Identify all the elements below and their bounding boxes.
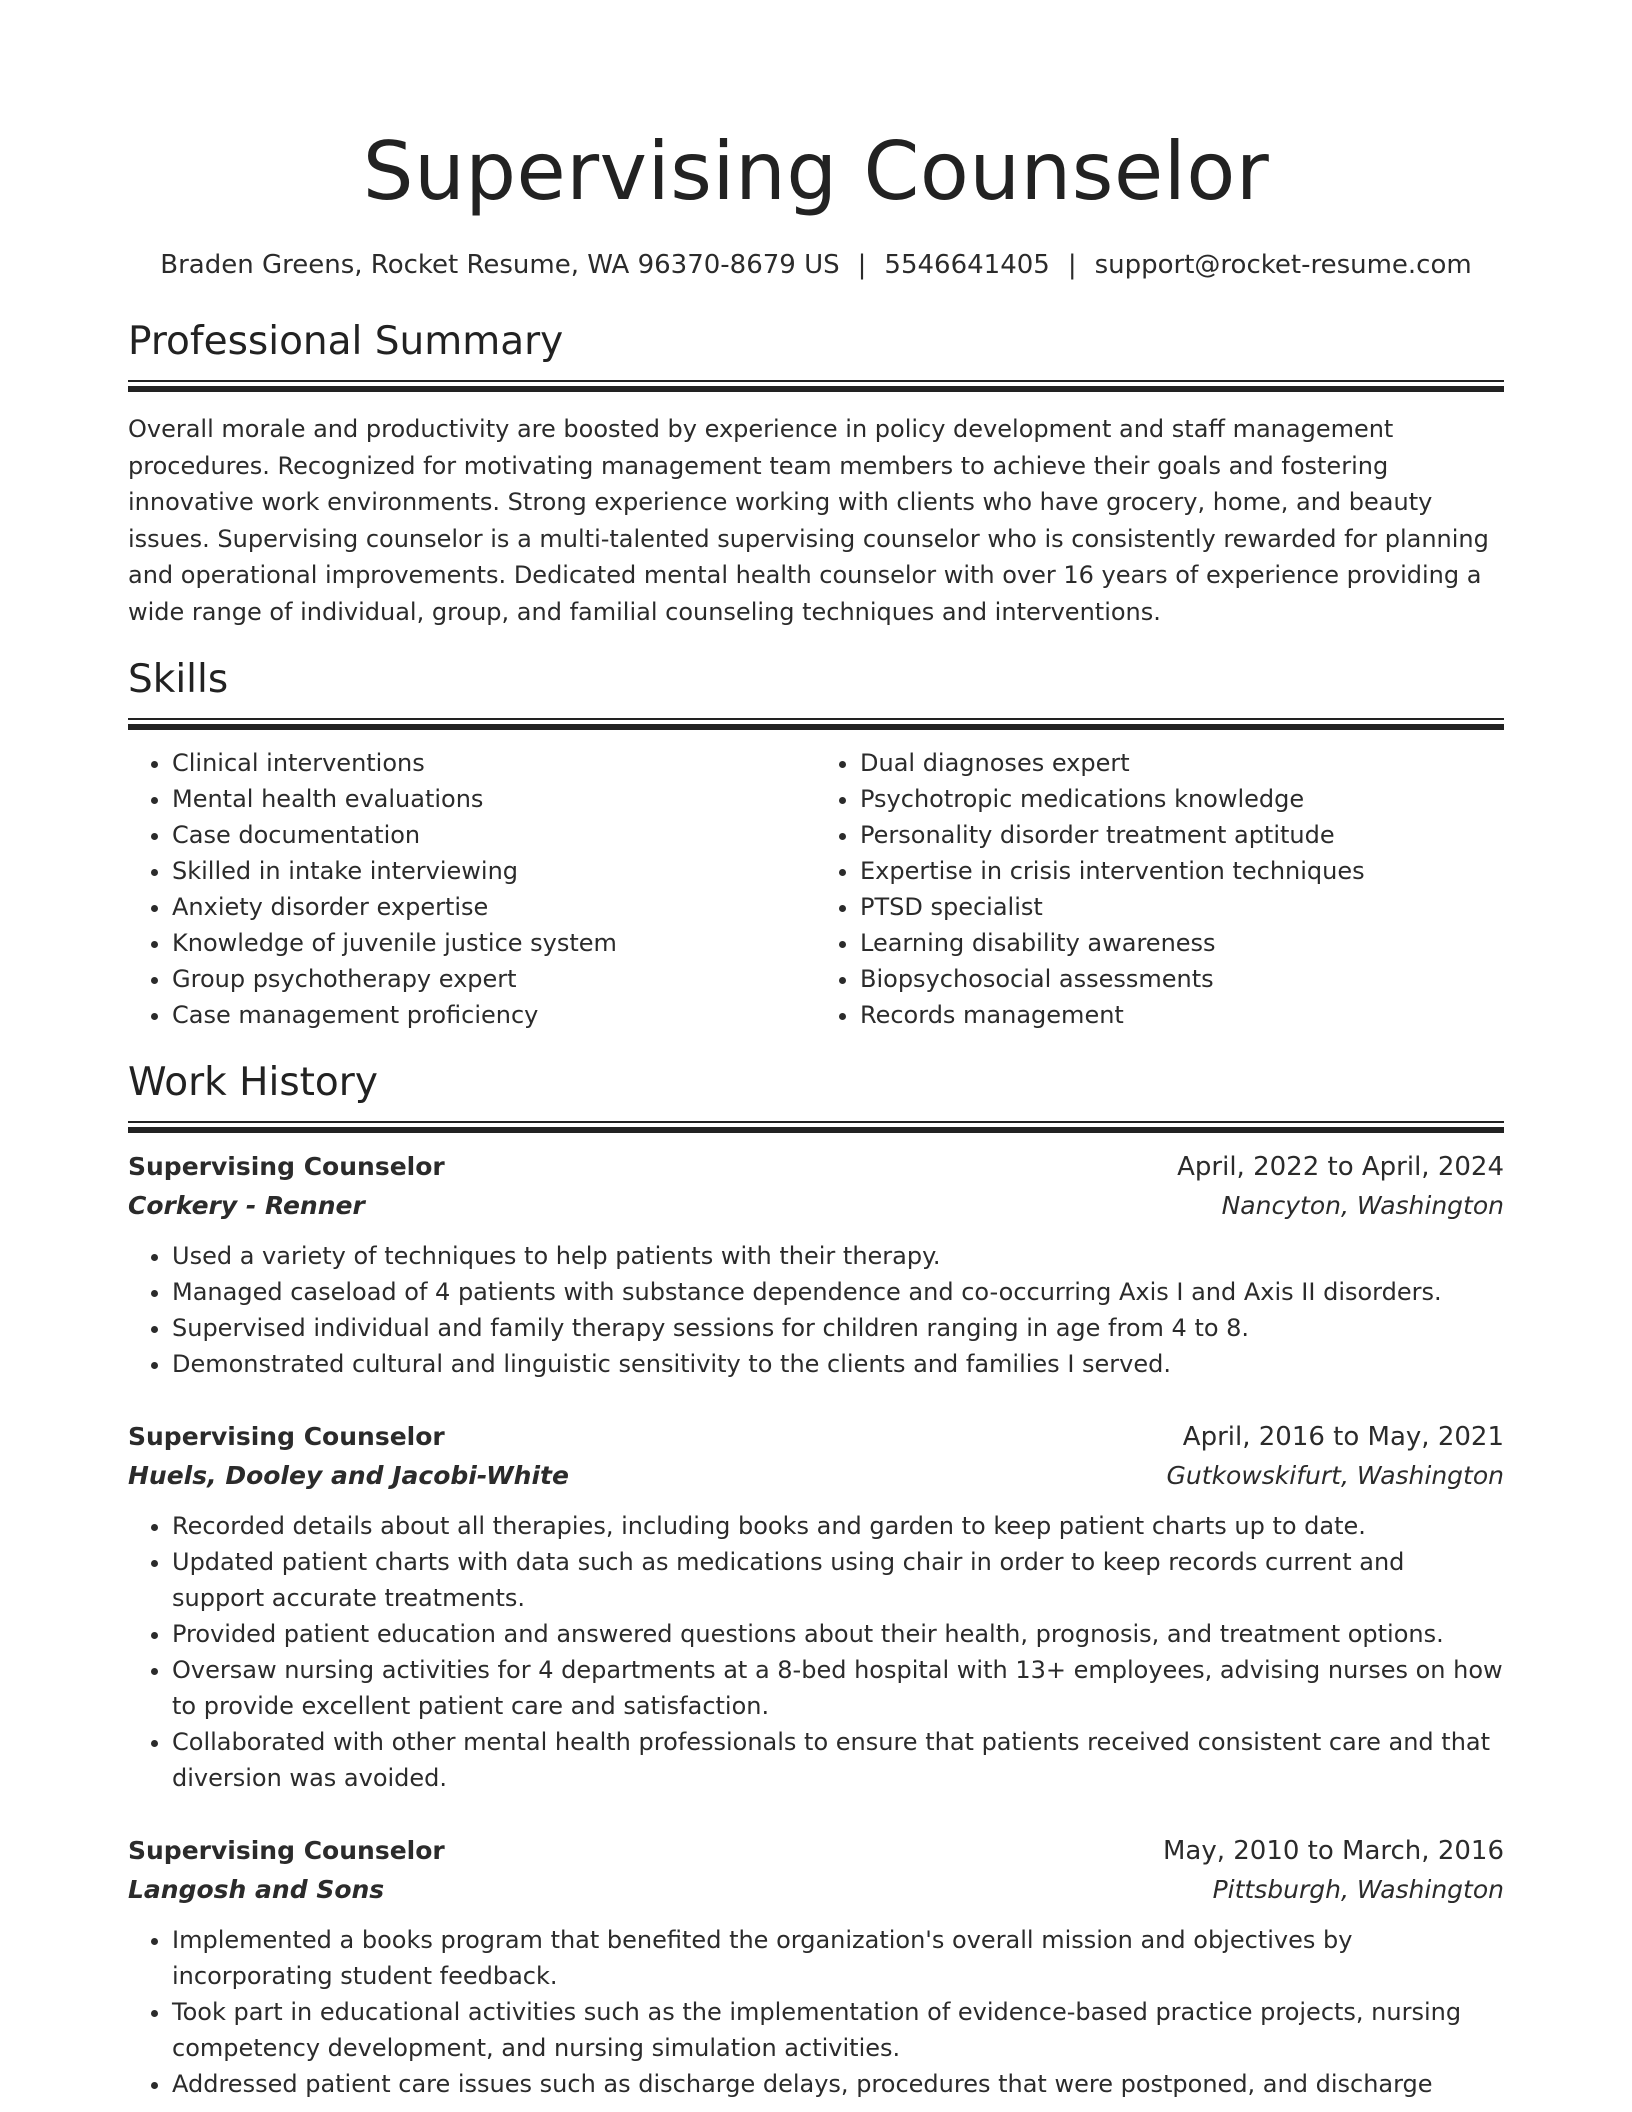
job-bullet: • Oversaw nursing activities for 4 departments at a 8-bed hospital with 13+ employees, advising nurses on how to provide excellent patient care and satisfaction. [172, 1652, 1504, 1724]
skills-columns [128, 745, 1504, 1033]
job-dates: April, 2016 to May, 2021 [1182, 1422, 1504, 1452]
job-location: Pittsburgh, Washington [1212, 1875, 1504, 1904]
skill-item: • Anxiety disorder expertise [172, 889, 816, 925]
skill-item: • PTSD specialist [860, 889, 1504, 925]
section-heading-skills: Skills [128, 657, 229, 702]
job-bullet: • Used a variety of techniques to help patients with their therapy. [172, 1238, 1504, 1274]
section-divider [128, 380, 1504, 393]
contact-separator: | [857, 250, 867, 280]
skill-item: • Personality disorder treatment aptitude [860, 817, 1504, 853]
job-company: Corkery - Renner [128, 1191, 365, 1220]
skill-item: • Psychotropic medications knowledge [860, 781, 1504, 817]
job-entry [128, 1832, 1504, 2102]
job-company: Huels, Dooley and Jacobi-White [128, 1461, 569, 1490]
skill-item: • Learning disability awareness [860, 925, 1504, 961]
job-bullet: • Supervised individual and family therapy sessions for children ranging in age from 4 to 8. [172, 1310, 1504, 1346]
job-entry [128, 1148, 1504, 1382]
contact-address: Braden Greens, Rocket Resume, WA 96370-8679 US [160, 250, 840, 280]
skill-item: • Records management [860, 997, 1504, 1033]
skill-item: • Dual diagnoses expert [860, 745, 1504, 781]
skill-item: • Case documentation [172, 817, 816, 853]
skills-list-right [816, 745, 1504, 1033]
job-bullet: • Demonstrated cultural and linguistic sensitivity to the clients and families I served. [172, 1346, 1504, 1382]
job-location: Gutkowskifurt, Washington [1166, 1461, 1504, 1490]
contact-phone: 5546641405 [884, 250, 1050, 280]
skills-list-left [128, 745, 816, 1033]
skill-item: • Skilled in intake interviewing [172, 853, 816, 889]
job-location: Nancyton, Washington [1221, 1191, 1504, 1220]
contact-line [128, 248, 1504, 282]
skill-item: • Expertise in crisis intervention techniques [860, 853, 1504, 889]
skills-section [128, 656, 1504, 1033]
section-heading-work-history: Work History [128, 1060, 378, 1105]
work-history-section [128, 1059, 1504, 2102]
job-entry [128, 1418, 1504, 1796]
job-bullet: • Addressed patient care issues such as discharge delays, procedures that were postponed, and discharge [172, 2066, 1504, 2102]
section-divider [128, 718, 1504, 731]
job-bullet: • Took part in educational activities such as the implementation of evidence-based practice projects, nursing competency development, and nursing simulation activities. [172, 1994, 1504, 2066]
skill-item: • Case management proficiency [172, 997, 816, 1033]
job-bullets [128, 1922, 1504, 2102]
skill-item: • Group psychotherapy expert [172, 961, 816, 997]
job-bullet: • Managed caseload of 4 patients with substance dependence and co-occurring Axis I and Axis II disorders. [172, 1274, 1504, 1310]
skill-item: • Clinical interventions [172, 745, 816, 781]
job-bullet: • Recorded details about all therapies, including books and garden to keep patient charts up to date. [172, 1508, 1504, 1544]
skill-item: • Knowledge of juvenile justice system [172, 925, 816, 961]
job-bullet: • Updated patient charts with data such as medications using chair in order to keep records current and support accurate treatments. [172, 1544, 1504, 1616]
contact-separator: | [1067, 250, 1077, 280]
contact-email[interactable]: support@rocket-resume.com [1094, 250, 1472, 280]
job-bullet: • Collaborated with other mental health professionals to ensure that patients received consistent care and that diversion was avoided. [172, 1724, 1504, 1796]
job-bullet: • Provided patient education and answered questions about their health, prognosis, and treatment options. [172, 1616, 1504, 1652]
section-divider [128, 1121, 1504, 1134]
job-bullet: • Implemented a books program that benefited the organization's overall mission and objectives by incorporating student feedback. [172, 1922, 1504, 1994]
skill-item: • Mental health evaluations [172, 781, 816, 817]
job-title: Supervising Counselor [128, 1422, 445, 1451]
job-dates: April, 2022 to April, 2024 [1177, 1152, 1504, 1182]
job-title: Supervising Counselor [128, 1836, 445, 1865]
resume-title: Supervising Counselor [362, 125, 1270, 218]
job-company: Langosh and Sons [128, 1875, 385, 1904]
resume-page [128, 0, 1504, 2102]
job-bullets [128, 1238, 1504, 1382]
summary-section [128, 318, 1504, 630]
skill-item: • Biopsychosocial assessments [860, 961, 1504, 997]
job-title: Supervising Counselor [128, 1152, 445, 1181]
summary-text: Overall morale and productivity are boosted by experience in policy development and staff management procedures. Recognized for motivating management team members to achieve their goals and fostering innovative work environments. Strong experience working with clients who have grocery, home, and beauty issues. Supervising counselor is a multi-talented supervising counselor who is consistently rewarded for planning and operational improvements. Dedicated mental health counselor with over 16 years of experience providing a wide range of individual, group, and familial counseling techniques and interventions. [128, 415, 1489, 626]
job-dates: May, 2010 to March, 2016 [1162, 1836, 1504, 1866]
section-heading-summary: Professional Summary [128, 319, 564, 364]
job-bullets [128, 1508, 1504, 1796]
